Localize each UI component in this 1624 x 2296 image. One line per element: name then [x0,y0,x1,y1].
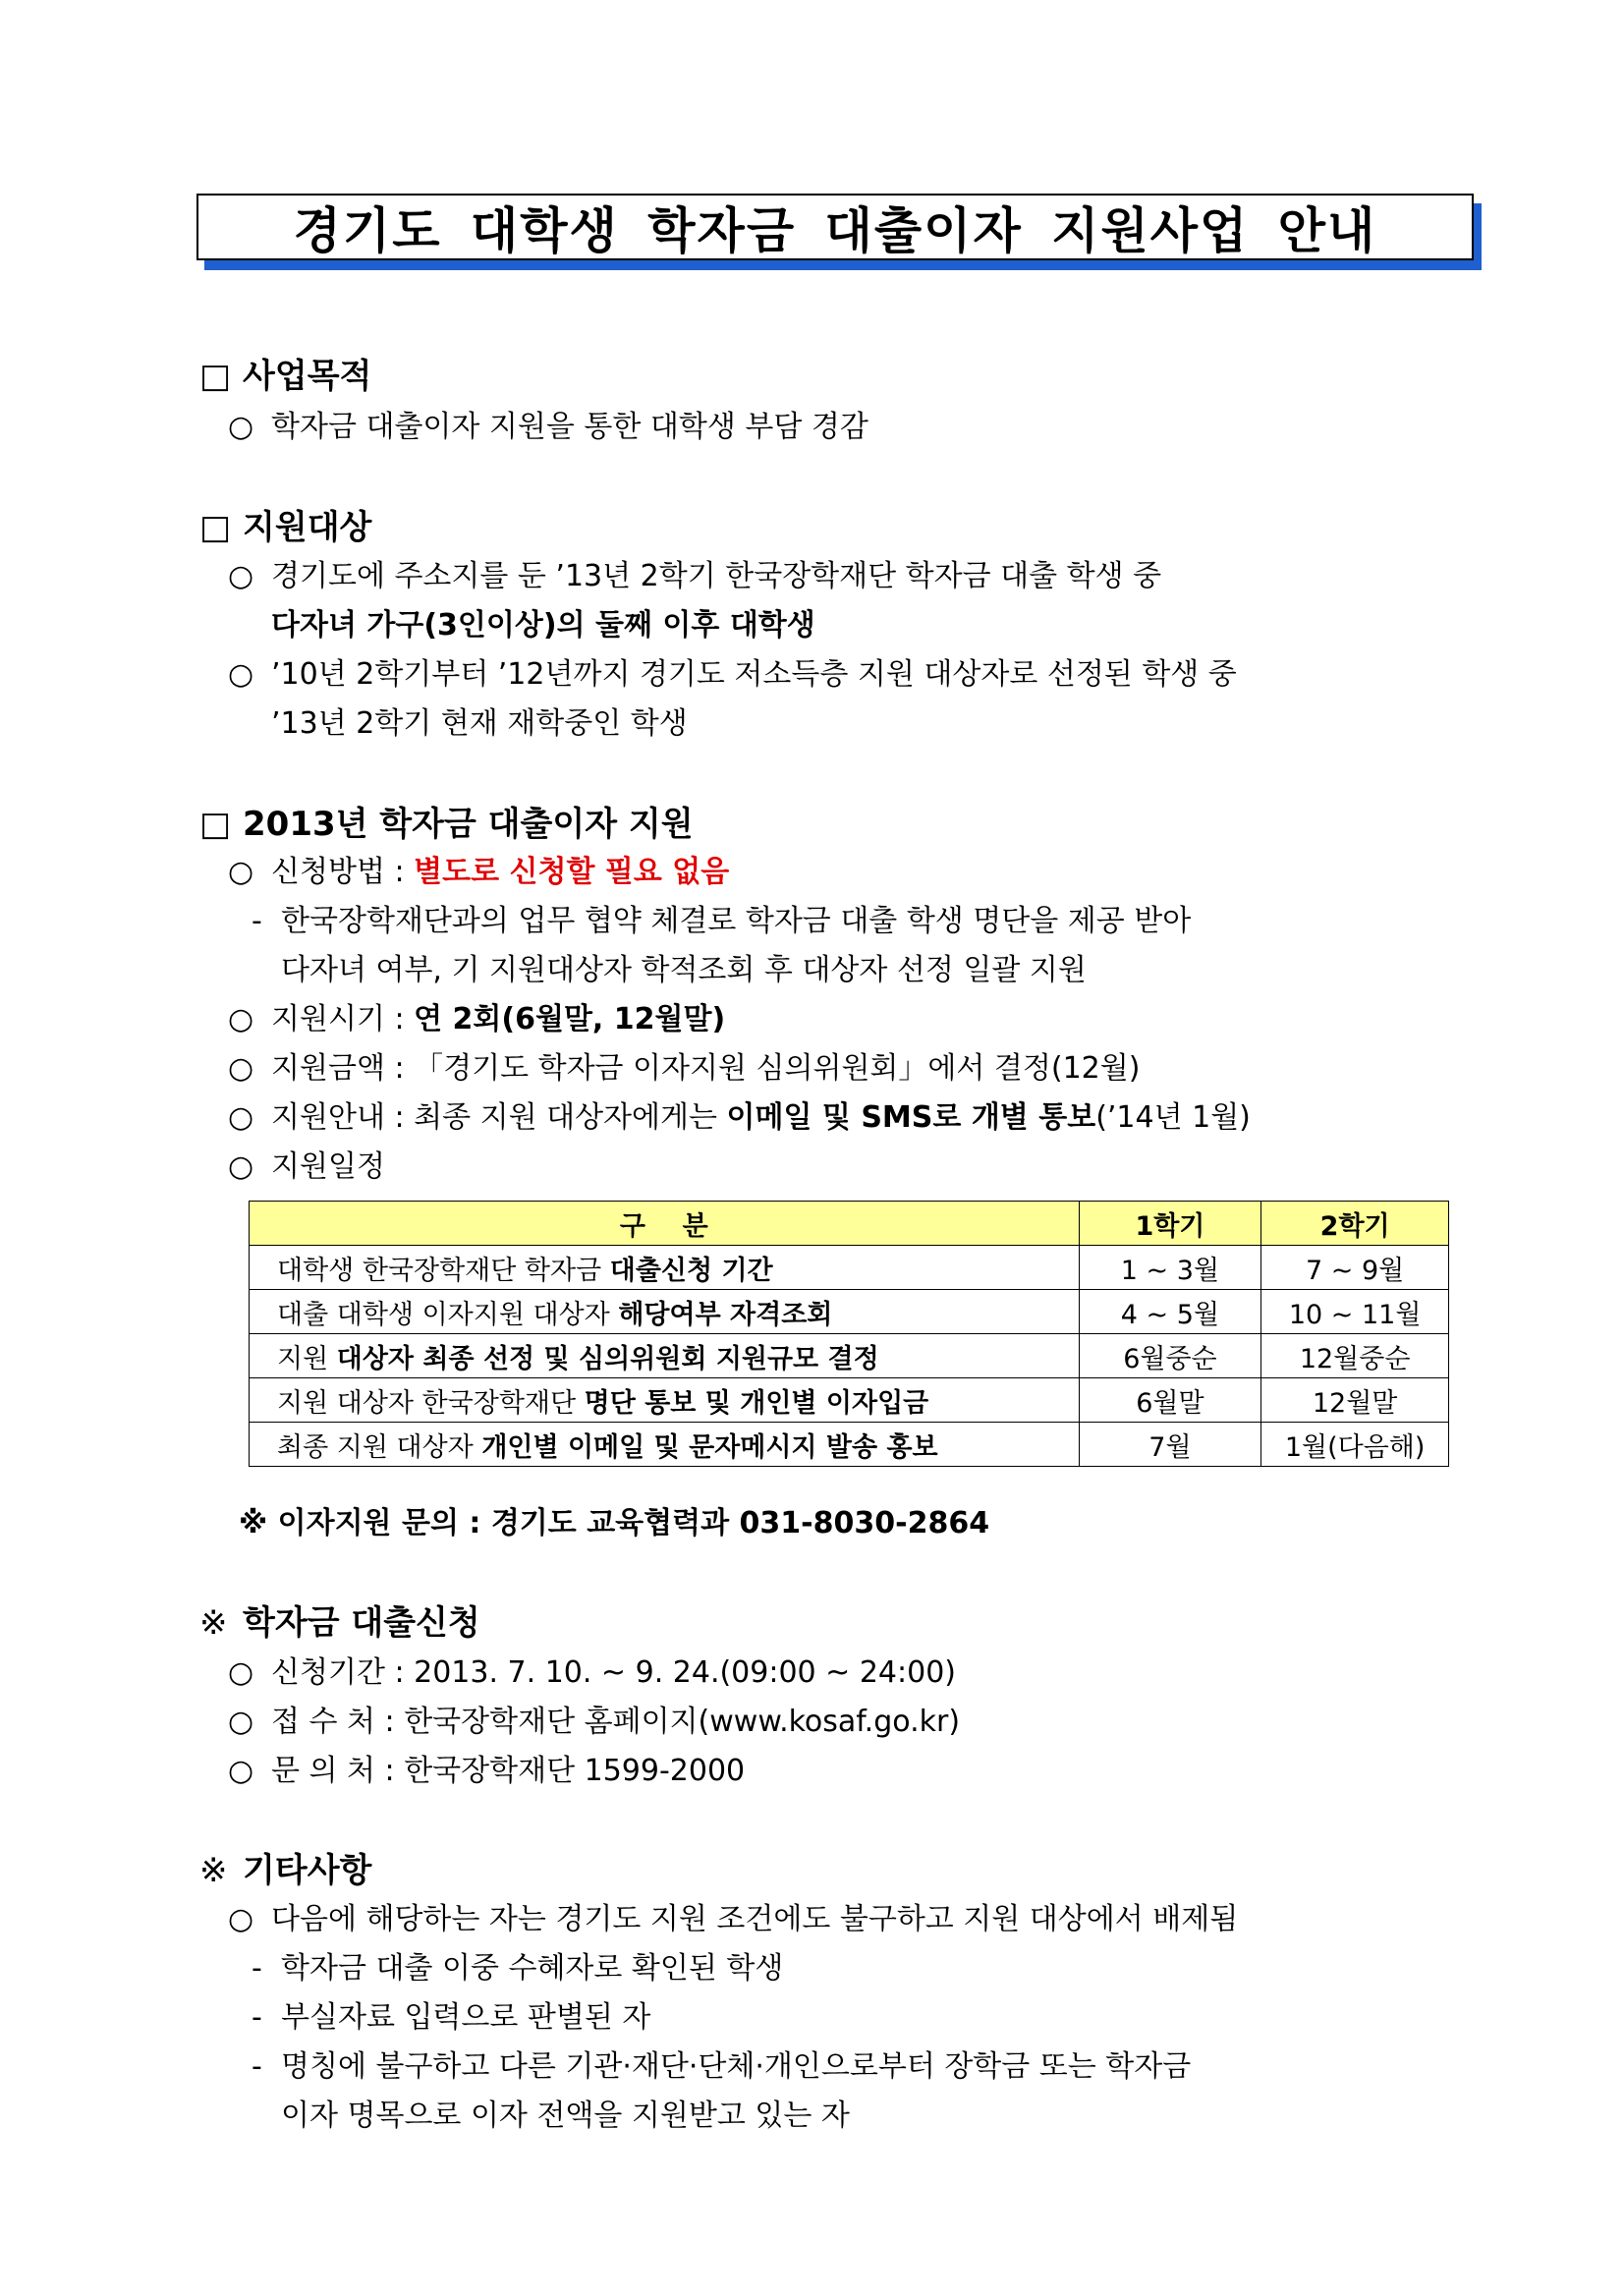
row-semester1: 6월말 [1079,1378,1261,1423]
section-title: 기타사항 [243,1851,372,1890]
item-label: 문 의 처 : [271,1754,405,1788]
circle-bullet-icon: ○ [228,1051,254,1086]
item-label: 접 수 처 : [271,1705,405,1739]
table-row [250,1334,1449,1378]
table-header-category: 구 분 [250,1202,1080,1246]
loan-place [228,1697,960,1740]
loan-period [228,1648,956,1691]
row-semester1: 4 ~ 5월 [1079,1290,1261,1334]
support-amount [228,1043,1140,1087]
section-heading-loan [199,1596,480,1644]
circle-bullet-icon: ○ [228,657,254,692]
circle-bullet-icon: ○ [228,855,254,889]
circle-bullet-icon: ○ [228,1002,254,1036]
title-banner [196,194,1474,260]
item-text: ’10년 2학기부터 ’12년까지 경기도 저소득층 지원 대상자로 선정된 학생 중 [271,657,1237,692]
dash-bullet-icon: - [252,904,262,938]
others-sub-2 [252,1992,650,2036]
row-semester1: 6월중순 [1079,1334,1261,1378]
section-heading-others [199,1843,371,1891]
section-title: 사업목적 [243,357,372,396]
table-header-row [250,1202,1449,1246]
item-label: 지원시기 : [271,1002,415,1036]
reference-mark-icon: ※ [199,1851,228,1890]
circle-bullet-icon: ○ [228,1705,254,1739]
dash-bullet-icon: - [252,2049,262,2084]
item-text: 다음에 해당하는 자는 경기도 지원 조건에도 불구하고 지원 대상에서 배제됨 [271,1902,1239,1936]
item-value: 한국장학재단 1599-2000 [404,1754,746,1788]
item-value: 2013. 7. 10. ~ 9. 24.(09:00 ~ 24:00) [414,1655,957,1690]
others-item [228,1894,1238,1937]
table-row [250,1423,1449,1467]
circle-bullet-icon: ○ [228,1902,254,1936]
section-title: 2013년 학자금 대출이자 지원 [243,805,694,844]
purpose-item [228,402,868,445]
circle-bullet-icon: ○ [228,1754,254,1788]
table-row [250,1378,1449,1423]
schedule-table [249,1201,1449,1467]
target-item-2 [228,649,1237,693]
item-text: 명칭에 불구하고 다른 기관·재단·단체·개인으로부터 장학금 또는 학자금 [281,2049,1192,2084]
row-semester2: 1월(다음해) [1261,1423,1449,1467]
item-label: 지원일정 [271,1149,385,1184]
section-title: 학자금 대출신청 [243,1603,480,1643]
row-description: 대학생 한국장학재단 학자금 대출신청 기간 [250,1246,1080,1290]
circle-bullet-icon: ○ [228,1100,254,1135]
item-text: 경기도에 주소지를 둔 ’13년 2학기 한국장학재단 학자금 대출 학생 중 [271,559,1162,593]
row-semester2: 12월중순 [1261,1334,1449,1378]
circle-bullet-icon: ○ [228,1655,254,1690]
row-description: 지원 대상자 최종 선정 및 심의위원회 지원규모 결정 [250,1334,1080,1378]
support-schedule [228,1142,385,1185]
item-text: 학자금 대출이자 지원을 통한 대학생 부담 경감 [271,410,868,444]
title-box [196,194,1474,260]
table-row [250,1246,1449,1290]
loan-contact [228,1746,745,1789]
item-text: 학자금 대출 이중 수혜자로 확인된 학생 [281,1951,784,1986]
row-semester2: 10 ~ 11월 [1261,1290,1449,1334]
inquiry-note: ※ 이자지원 문의 : 경기도 교육협력과 031-8030-2864 [239,1506,990,1540]
row-semester1: 7월 [1079,1423,1261,1467]
section-heading-support [199,797,694,845]
item-label: 지원금액 : [271,1051,415,1086]
section-heading-purpose [199,349,371,397]
item-text: 한국장학재단과의 업무 협약 체결로 학자금 대출 학생 명단을 제공 받아 [281,904,1192,938]
row-description: 대출 대학생 이자지원 대상자 해당여부 자격조회 [250,1290,1080,1334]
item-value: 연 2회(6월말, 12월말) [414,1002,726,1036]
apply-method-sub [252,896,1191,939]
circle-bullet-icon: ○ [228,1149,254,1184]
item-label: 신청방법 : [271,855,415,889]
item-text: 부실자료 입력으로 판별된 자 [281,2000,651,2035]
apply-method-value: 별도로 신청할 필요 없음 [414,855,730,889]
dash-bullet-icon: - [252,1951,262,1986]
item-value: 이메일 및 SMS로 개별 통보 [726,1100,1096,1135]
item-value: 한국장학재단 홈페이지(www.kosaf.go.kr) [404,1705,961,1739]
circle-bullet-icon: ○ [228,559,254,593]
table-row [250,1290,1449,1334]
row-semester2: 7 ~ 9월 [1261,1246,1449,1290]
item-label: 신청기간 : [271,1655,415,1690]
reference-mark-icon: ※ [199,1603,228,1643]
support-notice [228,1092,1251,1136]
apply-method-sub-cont: 다자녀 여부, 기 지원대상자 학적조회 후 대상자 선정 일괄 지원 [281,953,1087,987]
item-tail: (’14년 1월) [1095,1100,1251,1135]
table-header-semester1: 1학기 [1079,1202,1261,1246]
apply-method [228,847,729,890]
target-item-2-cont: ’13년 2학기 현재 재학중인 학생 [271,706,688,741]
checkbox-square-icon: □ [199,357,232,396]
row-semester2: 12월말 [1261,1378,1449,1423]
item-value: 「경기도 학자금 이자지원 심의위원회」에서 결정(12월) [414,1051,1141,1086]
row-description: 지원 대상자 한국장학재단 명단 통보 및 개인별 이자입금 [250,1378,1080,1423]
page-title: 경기도 대학생 학자금 대출이자 지원사업 안내 [293,202,1377,259]
row-semester1: 1 ~ 3월 [1079,1246,1261,1290]
others-sub-3-cont: 이자 명목으로 이자 전액을 지원받고 있는 자 [281,2099,850,2133]
support-timing [228,994,725,1037]
dash-bullet-icon: - [252,2000,262,2035]
target-item-1-cont: 다자녀 가구(3인이상)의 둘째 이후 대학생 [271,608,815,643]
others-sub-3 [252,2042,1191,2085]
table-header-semester2: 2학기 [1261,1202,1449,1246]
target-item-1 [228,551,1161,594]
section-title: 지원대상 [243,508,372,547]
circle-bullet-icon: ○ [228,410,254,444]
section-heading-target [199,500,371,548]
checkbox-square-icon: □ [199,508,232,547]
row-description: 최종 지원 대상자 개인별 이메일 및 문자메시지 발송 홍보 [250,1423,1080,1467]
others-sub-1 [252,1943,783,1987]
item-label: 지원안내 : 최종 지원 대상자에게는 [271,1100,727,1135]
checkbox-square-icon: □ [199,805,232,844]
